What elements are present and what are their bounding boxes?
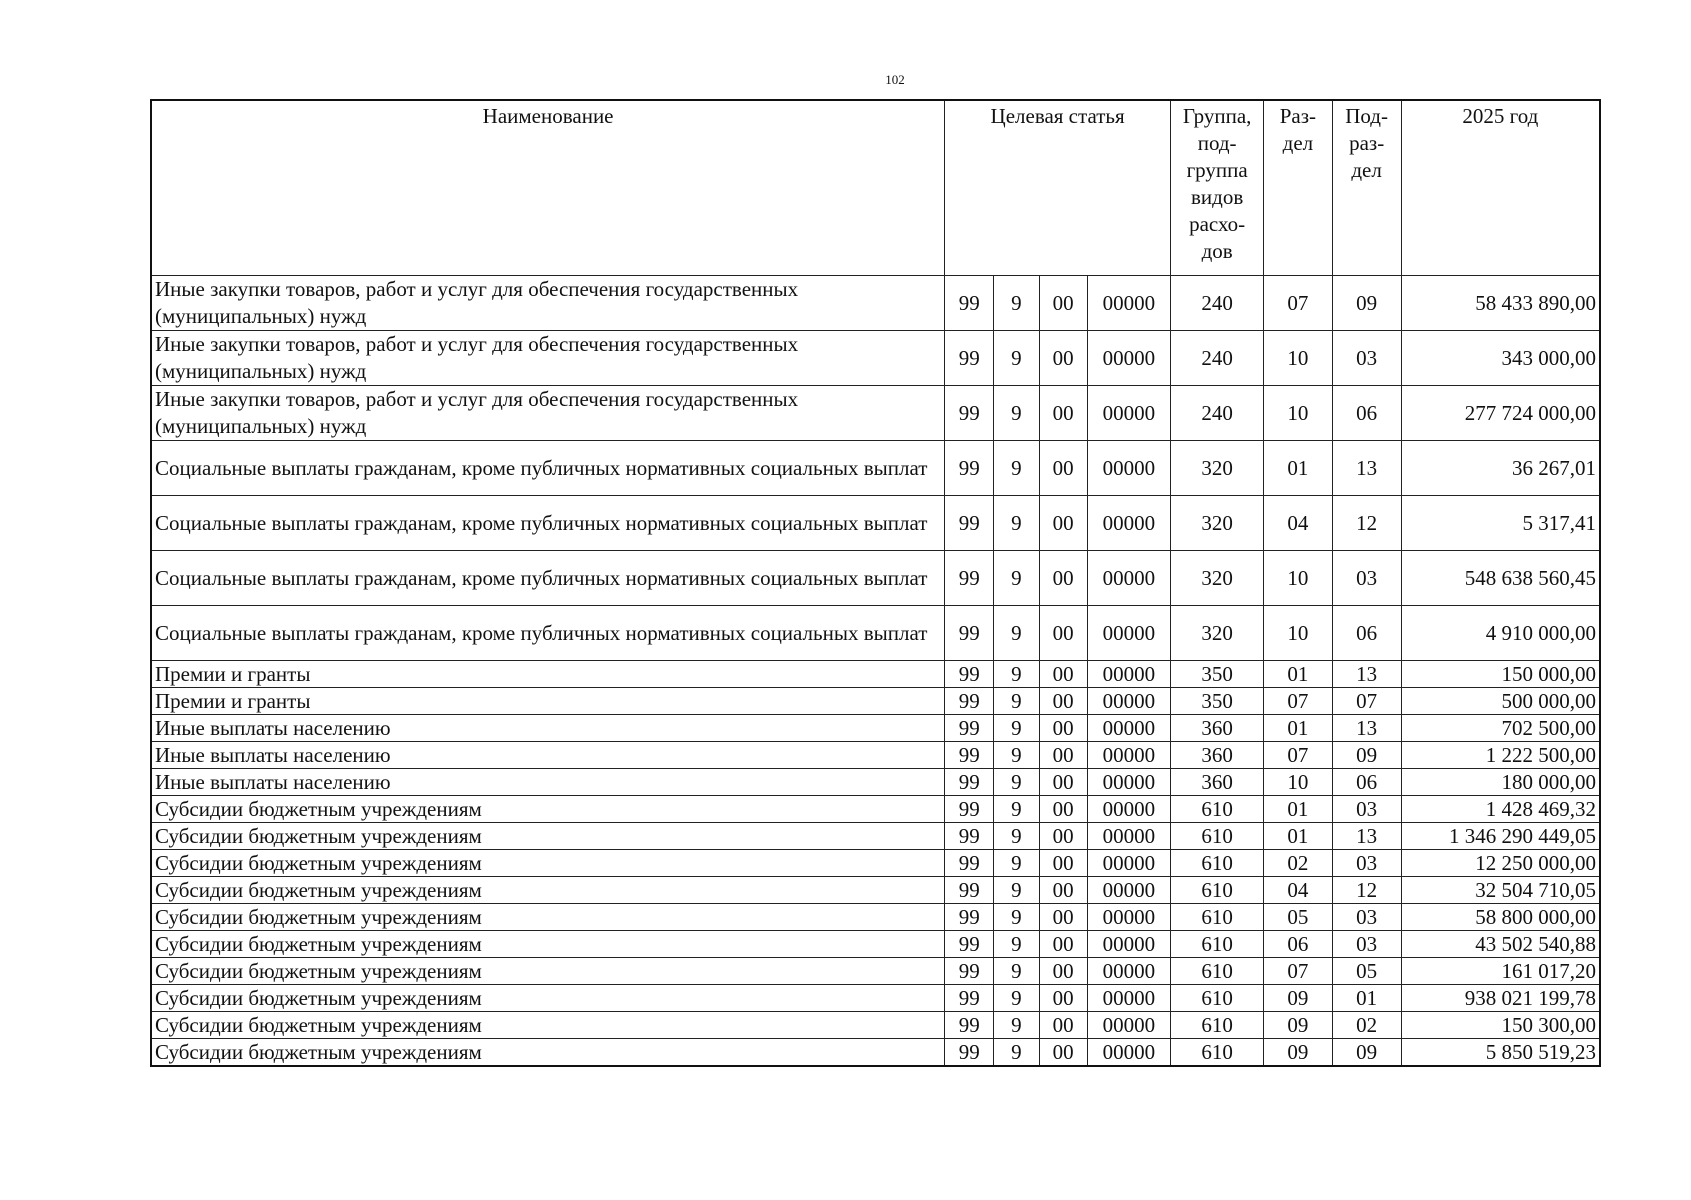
table-header <box>151 100 1600 276</box>
cell-target-event: 00 <box>1039 661 1087 688</box>
cell-subsection: 06 <box>1332 606 1401 661</box>
cell-subsection: 12 <box>1332 496 1401 551</box>
cell-target-subprogram: 9 <box>994 715 1039 742</box>
cell-target-subprogram: 9 <box>994 496 1039 551</box>
cell-target-program: 99 <box>945 1039 994 1067</box>
cell-name: Субсидии бюджетным учреждениям <box>151 796 945 823</box>
cell-target-event: 00 <box>1039 715 1087 742</box>
cell-subsection: 05 <box>1332 958 1401 985</box>
cell-name: Иные закупки товаров, работ и услуг для обеспечения государственных (муниципальных) нужд <box>151 386 945 441</box>
cell-target-program: 99 <box>945 904 994 931</box>
header-target-article: Целевая статья <box>945 100 1171 276</box>
cell-target-direction: 00000 <box>1087 904 1170 931</box>
cell-name: Социальные выплаты гражданам, кроме публичных нормативных социальных выплат <box>151 496 945 551</box>
cell-target-event: 00 <box>1039 985 1087 1012</box>
cell-target-program: 99 <box>945 331 994 386</box>
cell-target-program: 99 <box>945 715 994 742</box>
cell-target-direction: 00000 <box>1087 386 1170 441</box>
cell-target-direction: 00000 <box>1087 441 1170 496</box>
cell-expense-group: 350 <box>1170 661 1263 688</box>
cell-section: 10 <box>1264 606 1332 661</box>
cell-target-event: 00 <box>1039 441 1087 496</box>
table-row <box>151 769 1600 796</box>
cell-target-subprogram: 9 <box>994 958 1039 985</box>
cell-amount: 161 017,20 <box>1401 958 1600 985</box>
cell-target-subprogram: 9 <box>994 1039 1039 1067</box>
cell-amount: 548 638 560,45 <box>1401 551 1600 606</box>
cell-target-direction: 00000 <box>1087 1039 1170 1067</box>
cell-expense-group: 360 <box>1170 742 1263 769</box>
table-row <box>151 1012 1600 1039</box>
header-name: Наименование <box>151 100 945 276</box>
cell-name: Премии и гранты <box>151 688 945 715</box>
cell-subsection: 03 <box>1332 796 1401 823</box>
cell-amount: 12 250 000,00 <box>1401 850 1600 877</box>
cell-amount: 343 000,00 <box>1401 331 1600 386</box>
cell-name: Субсидии бюджетным учреждениям <box>151 985 945 1012</box>
cell-target-event: 00 <box>1039 276 1087 331</box>
cell-target-program: 99 <box>945 877 994 904</box>
cell-section: 01 <box>1264 441 1332 496</box>
cell-amount: 150 000,00 <box>1401 661 1600 688</box>
cell-name: Социальные выплаты гражданам, кроме публичных нормативных социальных выплат <box>151 606 945 661</box>
cell-amount: 32 504 710,05 <box>1401 877 1600 904</box>
table-row <box>151 742 1600 769</box>
table-row <box>151 441 1600 496</box>
cell-name: Субсидии бюджетным учреждениям <box>151 1039 945 1067</box>
cell-section: 01 <box>1264 796 1332 823</box>
cell-expense-group: 610 <box>1170 877 1263 904</box>
cell-target-subprogram: 9 <box>994 276 1039 331</box>
header-expense-group: Группа, под- группа видов расхо- дов <box>1170 100 1263 276</box>
cell-target-direction: 00000 <box>1087 877 1170 904</box>
cell-subsection: 09 <box>1332 1039 1401 1067</box>
cell-name: Иные закупки товаров, работ и услуг для обеспечения государственных (муниципальных) нужд <box>151 276 945 331</box>
cell-target-direction: 00000 <box>1087 276 1170 331</box>
cell-target-subprogram: 9 <box>994 823 1039 850</box>
cell-target-subprogram: 9 <box>994 931 1039 958</box>
table-row <box>151 715 1600 742</box>
cell-target-program: 99 <box>945 441 994 496</box>
cell-target-program: 99 <box>945 1012 994 1039</box>
cell-section: 01 <box>1264 661 1332 688</box>
cell-target-program: 99 <box>945 496 994 551</box>
cell-section: 07 <box>1264 742 1332 769</box>
cell-amount: 1 222 500,00 <box>1401 742 1600 769</box>
cell-name: Субсидии бюджетным учреждениям <box>151 850 945 877</box>
cell-target-event: 00 <box>1039 496 1087 551</box>
table-row <box>151 276 1600 331</box>
cell-target-event: 00 <box>1039 1039 1087 1067</box>
cell-target-direction: 00000 <box>1087 715 1170 742</box>
cell-target-subprogram: 9 <box>994 985 1039 1012</box>
cell-target-program: 99 <box>945 742 994 769</box>
cell-expense-group: 610 <box>1170 823 1263 850</box>
cell-expense-group: 240 <box>1170 276 1263 331</box>
cell-expense-group: 610 <box>1170 904 1263 931</box>
cell-target-program: 99 <box>945 661 994 688</box>
cell-target-program: 99 <box>945 276 994 331</box>
cell-target-subprogram: 9 <box>994 606 1039 661</box>
cell-subsection: 03 <box>1332 331 1401 386</box>
cell-target-event: 00 <box>1039 958 1087 985</box>
cell-target-direction: 00000 <box>1087 796 1170 823</box>
cell-target-direction: 00000 <box>1087 688 1170 715</box>
cell-expense-group: 610 <box>1170 958 1263 985</box>
table-row <box>151 823 1600 850</box>
budget-table <box>150 99 1601 1067</box>
cell-target-subprogram: 9 <box>994 1012 1039 1039</box>
cell-target-event: 00 <box>1039 551 1087 606</box>
table-row <box>151 386 1600 441</box>
cell-amount: 43 502 540,88 <box>1401 931 1600 958</box>
cell-name: Иные выплаты населению <box>151 742 945 769</box>
cell-expense-group: 320 <box>1170 551 1263 606</box>
cell-target-event: 00 <box>1039 742 1087 769</box>
cell-amount: 150 300,00 <box>1401 1012 1600 1039</box>
cell-target-program: 99 <box>945 769 994 796</box>
table-row <box>151 985 1600 1012</box>
cell-target-direction: 00000 <box>1087 1012 1170 1039</box>
header-section: Раз- дел <box>1264 100 1332 276</box>
table-row <box>151 850 1600 877</box>
cell-subsection: 09 <box>1332 276 1401 331</box>
table-row <box>151 1039 1600 1067</box>
cell-target-subprogram: 9 <box>994 551 1039 606</box>
cell-subsection: 13 <box>1332 715 1401 742</box>
cell-target-program: 99 <box>945 958 994 985</box>
cell-target-event: 00 <box>1039 850 1087 877</box>
cell-target-direction: 00000 <box>1087 551 1170 606</box>
cell-subsection: 03 <box>1332 551 1401 606</box>
cell-target-subprogram: 9 <box>994 661 1039 688</box>
cell-target-event: 00 <box>1039 769 1087 796</box>
cell-target-direction: 00000 <box>1087 742 1170 769</box>
table-row <box>151 496 1600 551</box>
cell-target-subprogram: 9 <box>994 904 1039 931</box>
cell-target-program: 99 <box>945 850 994 877</box>
cell-expense-group: 360 <box>1170 769 1263 796</box>
cell-target-subprogram: 9 <box>994 386 1039 441</box>
cell-target-program: 99 <box>945 931 994 958</box>
table-row <box>151 877 1600 904</box>
cell-target-direction: 00000 <box>1087 823 1170 850</box>
cell-subsection: 03 <box>1332 850 1401 877</box>
cell-target-subprogram: 9 <box>994 331 1039 386</box>
cell-target-event: 00 <box>1039 877 1087 904</box>
cell-section: 07 <box>1264 958 1332 985</box>
cell-name: Премии и гранты <box>151 661 945 688</box>
cell-target-subprogram: 9 <box>994 688 1039 715</box>
cell-name: Иные закупки товаров, работ и услуг для обеспечения государственных (муниципальных) нужд <box>151 331 945 386</box>
cell-section: 10 <box>1264 331 1332 386</box>
cell-expense-group: 320 <box>1170 606 1263 661</box>
cell-section: 06 <box>1264 931 1332 958</box>
cell-target-event: 00 <box>1039 823 1087 850</box>
page-number: 102 <box>885 72 905 87</box>
cell-subsection: 13 <box>1332 823 1401 850</box>
cell-name: Субсидии бюджетным учреждениям <box>151 958 945 985</box>
cell-target-event: 00 <box>1039 688 1087 715</box>
cell-target-direction: 00000 <box>1087 931 1170 958</box>
cell-target-subprogram: 9 <box>994 769 1039 796</box>
cell-subsection: 02 <box>1332 1012 1401 1039</box>
header-subsection: Под- раз- дел <box>1332 100 1401 276</box>
cell-target-program: 99 <box>945 796 994 823</box>
cell-section: 10 <box>1264 769 1332 796</box>
cell-subsection: 06 <box>1332 386 1401 441</box>
cell-name: Социальные выплаты гражданам, кроме публичных нормативных социальных выплат <box>151 441 945 496</box>
cell-subsection: 13 <box>1332 441 1401 496</box>
table-body <box>151 276 1600 1067</box>
cell-section: 10 <box>1264 386 1332 441</box>
cell-subsection: 12 <box>1332 877 1401 904</box>
cell-expense-group: 610 <box>1170 931 1263 958</box>
cell-name: Субсидии бюджетным учреждениям <box>151 1012 945 1039</box>
cell-target-direction: 00000 <box>1087 606 1170 661</box>
cell-name: Социальные выплаты гражданам, кроме публичных нормативных социальных выплат <box>151 551 945 606</box>
cell-target-event: 00 <box>1039 904 1087 931</box>
cell-amount: 1 428 469,32 <box>1401 796 1600 823</box>
cell-subsection: 01 <box>1332 985 1401 1012</box>
cell-amount: 58 800 000,00 <box>1401 904 1600 931</box>
cell-target-direction: 00000 <box>1087 496 1170 551</box>
cell-target-direction: 00000 <box>1087 850 1170 877</box>
cell-section: 02 <box>1264 850 1332 877</box>
cell-section: 01 <box>1264 715 1332 742</box>
cell-amount: 180 000,00 <box>1401 769 1600 796</box>
cell-subsection: 07 <box>1332 688 1401 715</box>
cell-expense-group: 240 <box>1170 386 1263 441</box>
cell-section: 09 <box>1264 1012 1332 1039</box>
table-row <box>151 796 1600 823</box>
cell-target-subprogram: 9 <box>994 742 1039 769</box>
cell-target-subprogram: 9 <box>994 850 1039 877</box>
table-row <box>151 661 1600 688</box>
cell-target-program: 99 <box>945 606 994 661</box>
cell-name: Субсидии бюджетным учреждениям <box>151 823 945 850</box>
cell-section: 01 <box>1264 823 1332 850</box>
cell-expense-group: 320 <box>1170 496 1263 551</box>
table-row <box>151 688 1600 715</box>
cell-target-program: 99 <box>945 386 994 441</box>
cell-name: Субсидии бюджетным учреждениям <box>151 877 945 904</box>
cell-amount: 36 267,01 <box>1401 441 1600 496</box>
cell-subsection: 03 <box>1332 931 1401 958</box>
cell-amount: 5 850 519,23 <box>1401 1039 1600 1067</box>
cell-amount: 58 433 890,00 <box>1401 276 1600 331</box>
cell-name: Субсидии бюджетным учреждениям <box>151 904 945 931</box>
cell-expense-group: 610 <box>1170 985 1263 1012</box>
cell-target-subprogram: 9 <box>994 441 1039 496</box>
cell-section: 10 <box>1264 551 1332 606</box>
table-row <box>151 958 1600 985</box>
cell-amount: 938 021 199,78 <box>1401 985 1600 1012</box>
table-row <box>151 331 1600 386</box>
cell-name: Иные выплаты населению <box>151 769 945 796</box>
cell-target-event: 00 <box>1039 386 1087 441</box>
cell-section: 07 <box>1264 688 1332 715</box>
cell-target-event: 00 <box>1039 331 1087 386</box>
cell-target-subprogram: 9 <box>994 796 1039 823</box>
cell-section: 04 <box>1264 877 1332 904</box>
cell-expense-group: 610 <box>1170 1012 1263 1039</box>
cell-target-event: 00 <box>1039 1012 1087 1039</box>
cell-target-program: 99 <box>945 551 994 606</box>
cell-subsection: 03 <box>1332 904 1401 931</box>
cell-expense-group: 610 <box>1170 850 1263 877</box>
cell-expense-group: 240 <box>1170 331 1263 386</box>
table-row <box>151 606 1600 661</box>
cell-target-program: 99 <box>945 823 994 850</box>
cell-subsection: 06 <box>1332 769 1401 796</box>
table-row <box>151 551 1600 606</box>
cell-expense-group: 320 <box>1170 441 1263 496</box>
cell-target-subprogram: 9 <box>994 877 1039 904</box>
table-row <box>151 904 1600 931</box>
cell-section: 05 <box>1264 904 1332 931</box>
cell-subsection: 09 <box>1332 742 1401 769</box>
header-year-2025: 2025 год <box>1401 100 1600 276</box>
cell-section: 07 <box>1264 276 1332 331</box>
cell-amount: 500 000,00 <box>1401 688 1600 715</box>
cell-target-event: 00 <box>1039 931 1087 958</box>
cell-expense-group: 610 <box>1170 1039 1263 1067</box>
cell-target-program: 99 <box>945 985 994 1012</box>
cell-target-direction: 00000 <box>1087 958 1170 985</box>
cell-amount: 4 910 000,00 <box>1401 606 1600 661</box>
cell-expense-group: 610 <box>1170 796 1263 823</box>
cell-target-direction: 00000 <box>1087 331 1170 386</box>
cell-target-event: 00 <box>1039 796 1087 823</box>
cell-target-direction: 00000 <box>1087 661 1170 688</box>
cell-amount: 702 500,00 <box>1401 715 1600 742</box>
cell-section: 09 <box>1264 1039 1332 1067</box>
cell-target-direction: 00000 <box>1087 985 1170 1012</box>
cell-name: Иные выплаты населению <box>151 715 945 742</box>
cell-amount: 1 346 290 449,05 <box>1401 823 1600 850</box>
cell-subsection: 13 <box>1332 661 1401 688</box>
cell-target-event: 00 <box>1039 606 1087 661</box>
table-row <box>151 931 1600 958</box>
cell-expense-group: 360 <box>1170 715 1263 742</box>
cell-target-program: 99 <box>945 688 994 715</box>
cell-amount: 5 317,41 <box>1401 496 1600 551</box>
cell-section: 04 <box>1264 496 1332 551</box>
cell-name: Субсидии бюджетным учреждениям <box>151 931 945 958</box>
cell-expense-group: 350 <box>1170 688 1263 715</box>
cell-target-direction: 00000 <box>1087 769 1170 796</box>
cell-amount: 277 724 000,00 <box>1401 386 1600 441</box>
cell-section: 09 <box>1264 985 1332 1012</box>
